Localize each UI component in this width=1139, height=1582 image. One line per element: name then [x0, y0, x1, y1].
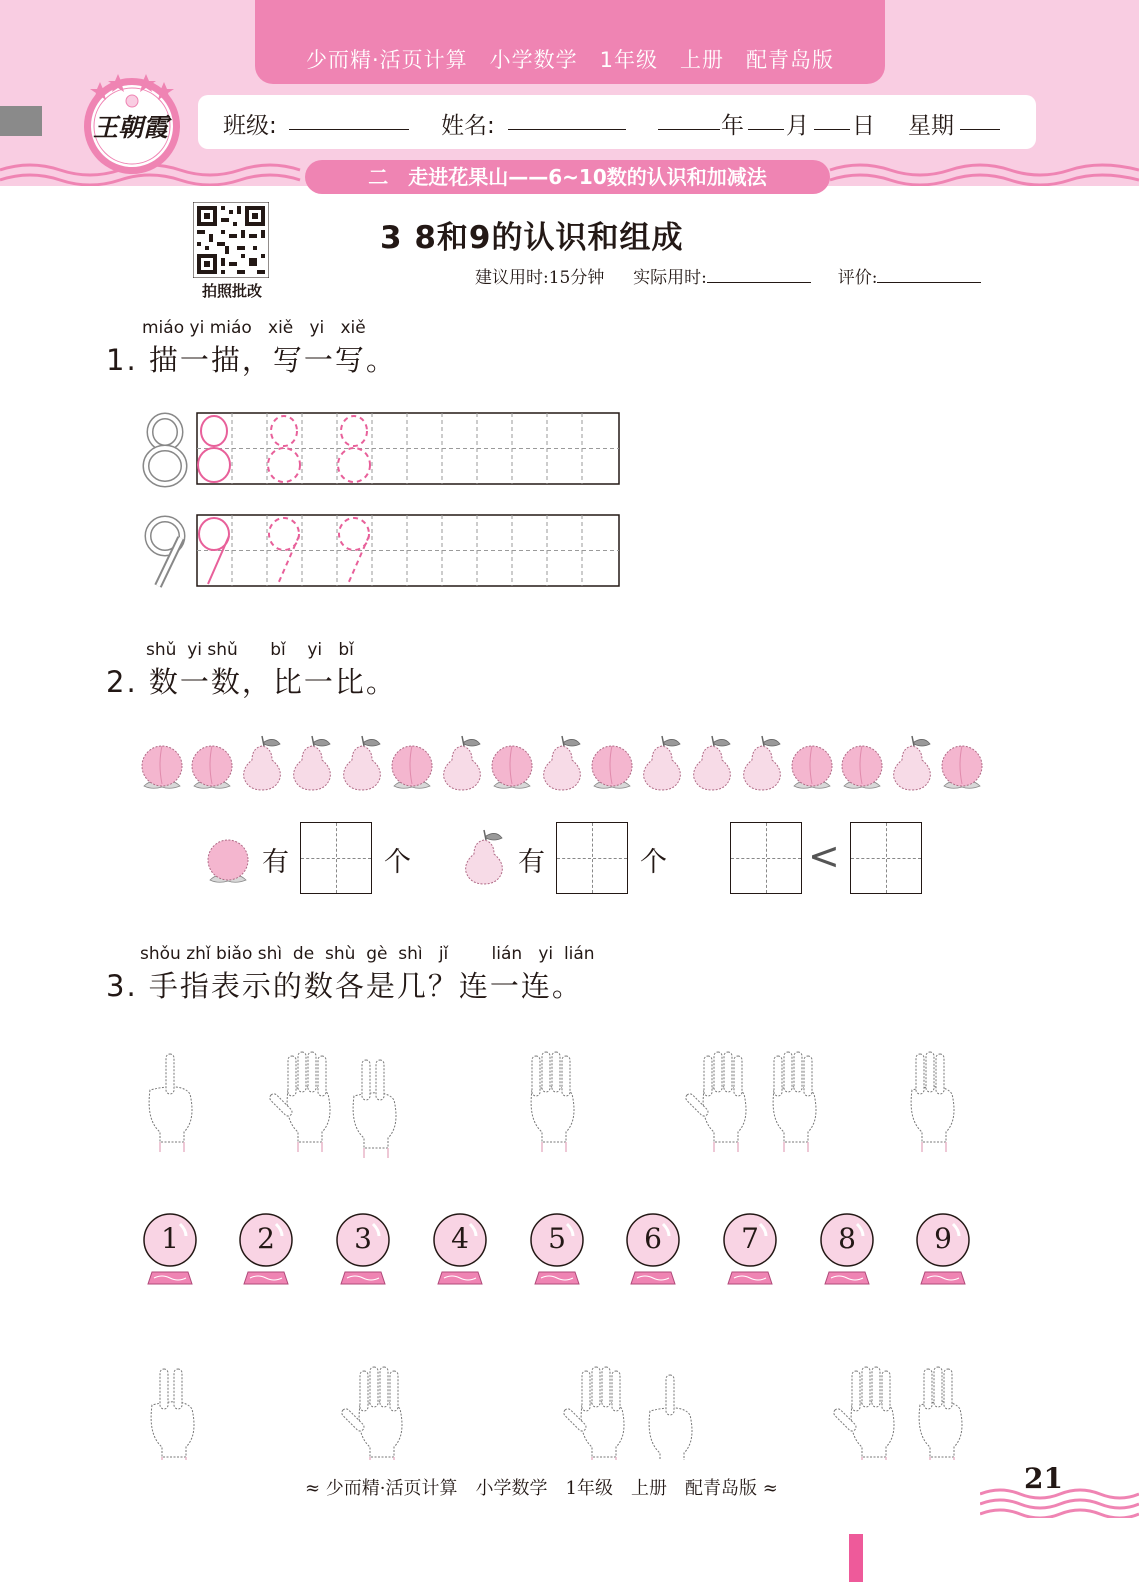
- section-title: 二 走进花果山——6~10数的认识和加减法: [305, 160, 830, 194]
- peach-have-label: 有: [262, 847, 289, 878]
- brand-logo-text: 王朝霞: [93, 113, 169, 142]
- fruit-11-pear-icon: [644, 736, 681, 790]
- fruit-16-pear-icon: [894, 736, 931, 790]
- writing-grid-9[interactable]: [196, 514, 620, 587]
- fruit-3-pear-icon: [244, 736, 281, 790]
- day-field[interactable]: [814, 107, 850, 130]
- digit-8-model: [140, 412, 190, 488]
- hand-bottom-4-icon: [832, 1367, 962, 1460]
- side-tab-marker: [0, 106, 42, 136]
- student-info-box: [198, 95, 1036, 149]
- hand-top-4-icon: [684, 1052, 816, 1152]
- fruit-1-peach-icon: [142, 746, 182, 788]
- page-number: 21: [1024, 1462, 1063, 1495]
- number-label-6[interactable]: 6: [644, 1222, 662, 1255]
- pear-count-box[interactable]: [556, 822, 628, 894]
- class-field[interactable]: [289, 107, 409, 130]
- fruit-12-pear-icon: [694, 736, 731, 790]
- time-row: [475, 263, 981, 288]
- name-field[interactable]: [508, 107, 626, 130]
- actual-time-field[interactable]: [707, 264, 811, 283]
- hand-top-2-icon: [268, 1052, 396, 1158]
- fruit-10-peach-icon: [592, 746, 632, 788]
- pear-have-label: 有: [518, 847, 545, 878]
- fruit-9-pear-icon: [544, 736, 581, 790]
- hand-top-3-icon: [531, 1052, 574, 1152]
- fruit-17-peach-icon: [942, 746, 982, 788]
- less-than-sign: <: [808, 834, 840, 878]
- qr-code-icon[interactable]: [193, 202, 269, 278]
- qr-caption: 拍照批改: [201, 282, 262, 300]
- peach-icon: [206, 830, 254, 888]
- fruit-2-peach-icon: [192, 746, 232, 788]
- pear-unit-label: 个: [640, 847, 667, 878]
- hand-bottom-3-icon: [562, 1367, 692, 1460]
- fruit-6-peach-icon: [392, 746, 432, 788]
- number-label-3[interactable]: 3: [354, 1222, 372, 1255]
- evaluation-label: 评价:: [837, 268, 878, 288]
- fruit-14-peach-icon: [792, 746, 832, 788]
- pear-icon: [462, 826, 510, 888]
- digit-9-model: [140, 514, 190, 590]
- lesson-title: 3 8和9的认识和组成: [380, 220, 684, 256]
- series-title: 少而精·活页计算 小学数学 1年级 上册 配青岛版: [305, 48, 835, 72]
- q3-pinyin: shǒu zhǐ biǎo shì de shù gè shì jǐ lián yi lián: [140, 944, 595, 964]
- month-field[interactable]: [748, 107, 784, 130]
- q1-pinyin: miáo yi miáo xiě yi xiě: [142, 318, 366, 338]
- fruit-7-pear-icon: [444, 736, 481, 790]
- compare-box-left[interactable]: [730, 822, 802, 894]
- writing-grid-8[interactable]: [196, 412, 620, 485]
- weekday-field[interactable]: [960, 107, 1000, 130]
- hand-bottom-2-icon: [340, 1367, 402, 1460]
- peach-count-box[interactable]: [300, 822, 372, 894]
- evaluation-field[interactable]: [877, 264, 981, 283]
- fruit-15-peach-icon: [842, 746, 882, 788]
- actual-time-label: 实际用时:: [633, 268, 707, 288]
- q2-pinyin: shǔ yi shǔ bǐ yi bǐ: [146, 640, 354, 660]
- hand-top-1-icon: [149, 1054, 192, 1152]
- number-label-1[interactable]: 1: [161, 1222, 179, 1255]
- number-label-7[interactable]: 7: [741, 1222, 759, 1255]
- footer-series-text: ≈ 少而精·活页计算 小学数学 1年级 上册 配青岛版 ≈: [305, 1478, 778, 1499]
- hand-bottom-1-icon: [151, 1369, 194, 1460]
- hand-top-5-icon: [911, 1052, 954, 1152]
- compare-box-right[interactable]: [850, 822, 922, 894]
- number-label-4[interactable]: 4: [451, 1222, 469, 1255]
- q2-instruction: 2. 数一数，比一比。: [106, 665, 397, 699]
- peach-unit-label: 个: [384, 847, 411, 878]
- name-label: 姓名:: [441, 113, 495, 139]
- number-label-9[interactable]: 9: [934, 1222, 952, 1255]
- month-label: 月: [786, 113, 809, 139]
- fruit-5-pear-icon: [344, 736, 381, 790]
- day-label: 日: [852, 113, 875, 139]
- q3-instruction: 3. 手指表示的数各是几？连一连。: [106, 969, 583, 1003]
- number-label-8[interactable]: 8: [838, 1222, 856, 1255]
- year-field[interactable]: [658, 107, 720, 130]
- class-label: 班级:: [223, 113, 277, 139]
- q1-instruction: 1. 描一描，写一写。: [106, 343, 397, 377]
- number-label-2[interactable]: 2: [257, 1222, 275, 1255]
- year-label: 年: [721, 113, 744, 139]
- fruit-8-peach-icon: [492, 746, 532, 788]
- number-label-5[interactable]: 5: [548, 1222, 566, 1255]
- weekday-label: 星期: [908, 113, 954, 139]
- suggested-time: 建议用时:15分钟: [475, 268, 605, 288]
- fruit-13-pear-icon: [744, 736, 781, 790]
- footer-accent-bar: [849, 1534, 863, 1582]
- fruit-row: [140, 732, 1000, 794]
- fruit-4-pear-icon: [294, 736, 331, 790]
